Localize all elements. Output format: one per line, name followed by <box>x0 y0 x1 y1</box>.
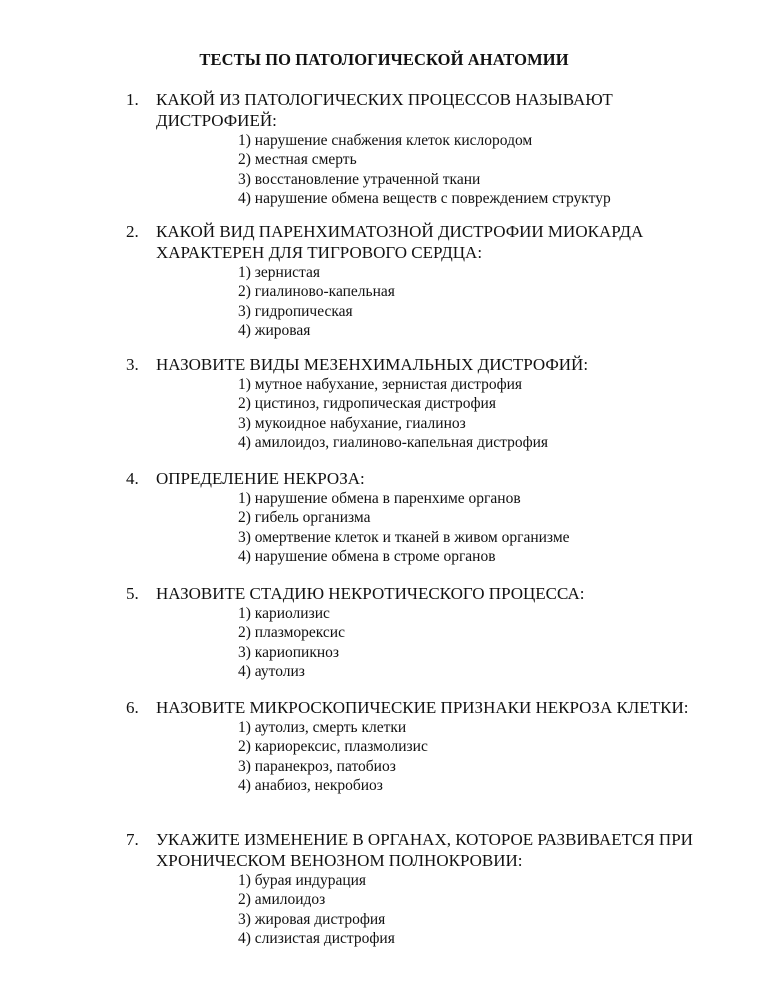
question-number: 4. <box>126 469 139 488</box>
answer-options <box>126 604 726 681</box>
answer-option: 3) кариопикноз <box>238 643 340 661</box>
answer-option: 3) восстановление утраченной ткани <box>238 170 481 188</box>
question-heading <box>126 697 726 718</box>
answer-option: 4) жировая <box>238 321 311 339</box>
question-number: 1. <box>126 90 139 109</box>
answer-option: 2) кариорексис, плазмолизис <box>238 738 428 756</box>
answer-option: 4) амилоидоз, гиалиново-капельная дистрофия <box>238 433 549 451</box>
answer-option: 1) мутное набухание, зернистая дистрофия <box>238 376 523 393</box>
question-4 <box>126 468 726 566</box>
answer-options <box>126 131 726 208</box>
question-5 <box>126 583 726 681</box>
question-text: КАКОЙ ВИД ПАРЕНХИМАТОЗНОЙ ДИСТРОФИИ МИОКАРДА ХАРАКТЕРЕН ДЛЯ ТИГРОВОГО СЕРДЦА: <box>156 222 644 262</box>
answer-options <box>126 375 726 452</box>
answer-options <box>126 263 726 340</box>
question-text: КАКОЙ ИЗ ПАТОЛОГИЧЕСКИХ ПРОЦЕССОВ НАЗЫВАЮТ ДИСТРОФИЕЙ: <box>156 90 613 130</box>
question-heading <box>126 583 726 604</box>
question-number: 3. <box>126 355 139 374</box>
answer-option: 1) нарушение снабжения клеток кислородом <box>238 132 533 149</box>
question-heading <box>126 221 726 263</box>
answer-option: 2) плазморексис <box>238 624 345 642</box>
question-2 <box>126 221 726 340</box>
answer-option: 3) омертвение клеток и тканей в живом организме <box>238 528 570 546</box>
question-text: УКАЖИТЕ ИЗМЕНЕНИЕ В ОРГАНАХ, КОТОРОЕ РАЗВИВАЕТСЯ ПРИ ХРОНИЧЕСКОМ ВЕНОЗНОМ ПОЛНОКРОВИИ: <box>156 830 693 870</box>
question-6 <box>126 697 726 795</box>
answer-option: 2) гиалиново-капельная <box>238 283 395 301</box>
answer-option: 3) мукоидное набухание, гиалиноз <box>238 414 466 432</box>
question-number: 7. <box>126 830 139 849</box>
answer-option: 2) гибель организма <box>238 509 371 527</box>
answer-options <box>126 489 726 566</box>
answer-option: 1) зернистая <box>238 264 320 281</box>
question-heading <box>126 89 726 131</box>
answer-option: 1) бурая индурация <box>238 872 367 889</box>
answer-option: 4) анабиоз, некробиоз <box>238 776 383 794</box>
question-7 <box>126 829 726 948</box>
answer-option: 4) нарушение обмена веществ с повреждением структур <box>238 189 611 207</box>
answer-option: 1) кариолизис <box>238 605 330 622</box>
question-text: НАЗОВИТЕ МИКРОСКОПИЧЕСКИЕ ПРИЗНАКИ НЕКРОЗА КЛЕТКИ: <box>156 698 689 717</box>
page-title: ТЕСТЫ ПО ПАТОЛОГИЧЕСКОЙ АНАТОМИИ <box>199 50 569 69</box>
question-heading <box>126 468 726 489</box>
answer-option: 1) нарушение обмена в паренхиме органов <box>238 490 521 507</box>
question-text: ОПРЕДЕЛЕНИЕ НЕКРОЗА: <box>156 469 365 488</box>
answer-option: 3) гидропическая <box>238 302 353 320</box>
question-number: 6. <box>126 698 139 717</box>
question-heading <box>126 354 726 375</box>
question-1 <box>126 89 726 208</box>
answer-option: 2) амилоидоз <box>238 891 326 909</box>
answer-option: 4) аутолиз <box>238 662 305 680</box>
question-heading <box>126 829 726 871</box>
answer-option: 3) паранекроз, патобиоз <box>238 757 396 775</box>
answer-options <box>126 871 726 948</box>
answer-option: 4) слизистая дистрофия <box>238 929 395 947</box>
question-number: 5. <box>126 584 139 603</box>
answer-option: 3) жировая дистрофия <box>238 910 386 928</box>
question-text: НАЗОВИТЕ ВИДЫ МЕЗЕНХИМАЛЬНЫХ ДИСТРОФИЙ: <box>156 355 589 374</box>
question-3 <box>126 354 726 452</box>
answer-option: 4) нарушение обмена в строме органов <box>238 547 496 565</box>
question-number: 2. <box>126 222 139 241</box>
question-text: НАЗОВИТЕ СТАДИЮ НЕКРОТИЧЕСКОГО ПРОЦЕССА: <box>156 584 585 603</box>
answer-option: 2) местная смерть <box>238 151 357 169</box>
answer-options <box>126 718 726 795</box>
answer-option: 2) цистиноз, гидропическая дистрофия <box>238 395 496 413</box>
answer-option: 1) аутолиз, смерть клетки <box>238 719 407 736</box>
